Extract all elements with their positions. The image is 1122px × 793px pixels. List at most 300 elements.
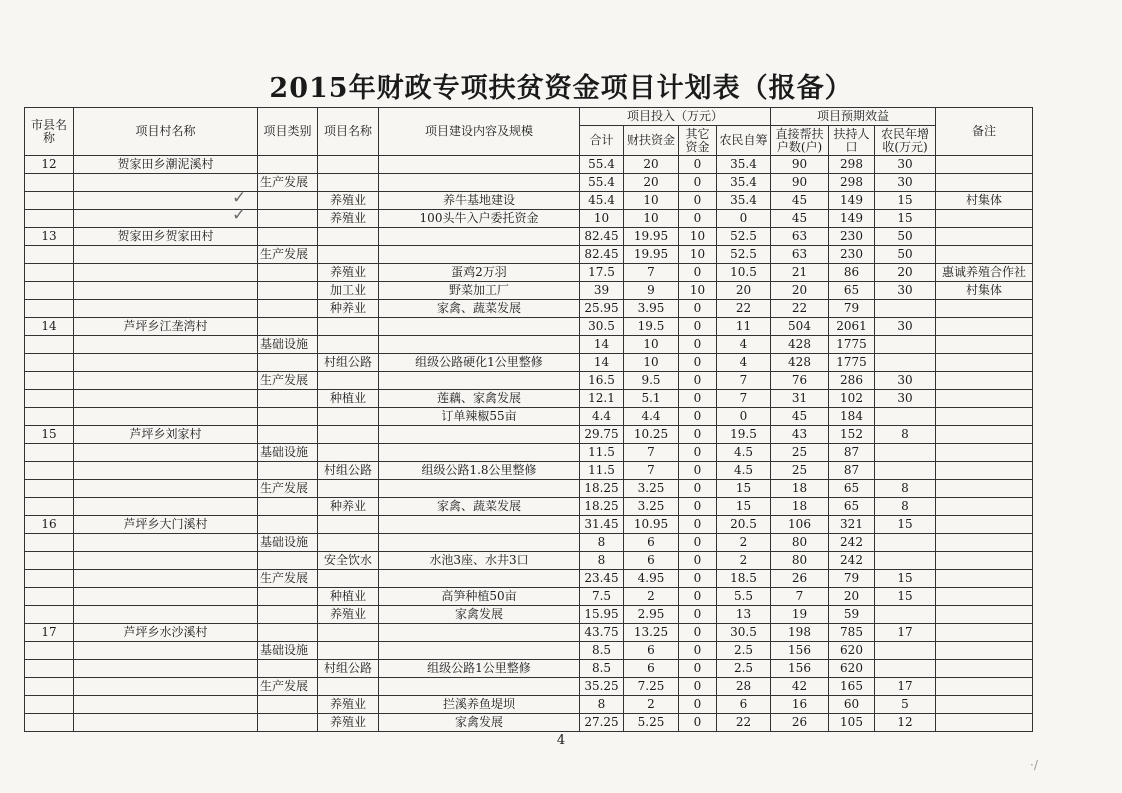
- cell-category: [258, 408, 318, 426]
- cell-population: 65: [829, 282, 875, 300]
- cell-village: [74, 498, 258, 516]
- cell-population: 60: [829, 696, 875, 714]
- cell-no: [25, 498, 74, 516]
- cell-farmer: 20: [717, 282, 771, 300]
- cell-other: 0: [679, 408, 717, 426]
- cell-name: [318, 480, 379, 498]
- cell-category: [258, 498, 318, 516]
- cell-content: [379, 516, 580, 534]
- cell-population: 298: [829, 156, 875, 174]
- cell-remarks: [936, 246, 1033, 264]
- table-row: [25, 714, 1033, 732]
- cell-content: 蛋鸡2万羽: [379, 264, 580, 282]
- cell-remarks: [936, 696, 1033, 714]
- cell-farmer: 4.5: [717, 444, 771, 462]
- cell-fiscal: 3.25: [624, 480, 679, 498]
- cell-population: 87: [829, 462, 875, 480]
- cell-households: 43: [771, 426, 829, 444]
- cell-total: 35.25: [580, 678, 624, 696]
- table-row: [25, 156, 1033, 174]
- cell-income: [875, 552, 936, 570]
- table-row: [25, 282, 1033, 300]
- cell-category: [258, 552, 318, 570]
- cell-no: [25, 642, 74, 660]
- cell-income: [875, 642, 936, 660]
- funding-plan-table: [24, 107, 1033, 732]
- cell-content: 家禽、蔬菜发展: [379, 498, 580, 516]
- cell-total: 14: [580, 354, 624, 372]
- cell-fiscal: 7: [624, 444, 679, 462]
- cell-total: 31.45: [580, 516, 624, 534]
- cell-no: [25, 660, 74, 678]
- cell-category: 生产发展: [258, 480, 318, 498]
- cell-name: [318, 426, 379, 444]
- cell-remarks: [936, 354, 1033, 372]
- cell-income: 15: [875, 192, 936, 210]
- cell-content: [379, 426, 580, 444]
- cell-total: 7.5: [580, 588, 624, 606]
- cell-remarks: [936, 408, 1033, 426]
- cell-population: 152: [829, 426, 875, 444]
- cell-total: 11.5: [580, 462, 624, 480]
- cell-households: 76: [771, 372, 829, 390]
- cell-other: 0: [679, 588, 717, 606]
- cell-total: 12.1: [580, 390, 624, 408]
- cell-name: 村组公路: [318, 660, 379, 678]
- cell-no: [25, 336, 74, 354]
- cell-name: 养殖业: [318, 264, 379, 282]
- header-fiscal: 财扶资金: [624, 126, 679, 156]
- cell-content: [379, 336, 580, 354]
- cell-name: [318, 318, 379, 336]
- cell-total: 8: [580, 552, 624, 570]
- cell-population: 165: [829, 678, 875, 696]
- cell-remarks: [936, 444, 1033, 462]
- cell-category: [258, 300, 318, 318]
- cell-households: 504: [771, 318, 829, 336]
- cell-village: 贺家田乡潮泥溪村: [74, 156, 258, 174]
- cell-fiscal: 7.25: [624, 678, 679, 696]
- cell-population: 87: [829, 444, 875, 462]
- cell-name: [318, 444, 379, 462]
- cell-households: 90: [771, 156, 829, 174]
- table-row: [25, 696, 1033, 714]
- cell-village: [74, 282, 258, 300]
- cell-no: [25, 174, 74, 192]
- cell-content: 养牛基地建设: [379, 192, 580, 210]
- cell-name: [318, 336, 379, 354]
- cell-farmer: 4: [717, 354, 771, 372]
- cell-income: 15: [875, 588, 936, 606]
- cell-households: 16: [771, 696, 829, 714]
- cell-village: [74, 264, 258, 282]
- table-row: [25, 444, 1033, 462]
- cell-fiscal: 5.1: [624, 390, 679, 408]
- cell-households: 31: [771, 390, 829, 408]
- cell-village: [74, 390, 258, 408]
- cell-population: 79: [829, 300, 875, 318]
- cell-category: [258, 228, 318, 246]
- cell-fiscal: 5.25: [624, 714, 679, 732]
- cell-other: 0: [679, 210, 717, 228]
- cell-population: 86: [829, 264, 875, 282]
- cell-no: [25, 444, 74, 462]
- cell-population: 149: [829, 192, 875, 210]
- cell-income: 30: [875, 156, 936, 174]
- cell-name: [318, 534, 379, 552]
- cell-income: 12: [875, 714, 936, 732]
- cell-name: 种养业: [318, 300, 379, 318]
- cell-remarks: [936, 624, 1033, 642]
- cell-village: [74, 174, 258, 192]
- cell-content: 莲藕、家禽发展: [379, 390, 580, 408]
- cell-farmer: 20.5: [717, 516, 771, 534]
- cell-population: 230: [829, 246, 875, 264]
- cell-farmer: 52.5: [717, 246, 771, 264]
- cell-name: [318, 246, 379, 264]
- cell-total: 4.4: [580, 408, 624, 426]
- cell-village: [74, 192, 258, 210]
- cell-total: 8: [580, 534, 624, 552]
- cell-households: 22: [771, 300, 829, 318]
- cell-population: 298: [829, 174, 875, 192]
- cell-remarks: [936, 660, 1033, 678]
- cell-households: 25: [771, 444, 829, 462]
- cell-name: 村组公路: [318, 462, 379, 480]
- cell-total: 10: [580, 210, 624, 228]
- cell-village: [74, 642, 258, 660]
- cell-name: 安全饮水: [318, 552, 379, 570]
- cell-population: 102: [829, 390, 875, 408]
- cell-households: 45: [771, 210, 829, 228]
- cell-name: [318, 228, 379, 246]
- cell-fiscal: 3.25: [624, 498, 679, 516]
- cell-category: [258, 354, 318, 372]
- cell-remarks: [936, 174, 1033, 192]
- cell-total: 30.5: [580, 318, 624, 336]
- cell-income: [875, 534, 936, 552]
- cell-village: 芦坪乡刘家村: [74, 426, 258, 444]
- table-row: [25, 552, 1033, 570]
- cell-remarks: [936, 606, 1033, 624]
- cell-other: 0: [679, 480, 717, 498]
- cell-income: 20: [875, 264, 936, 282]
- cell-category: 基础设施: [258, 534, 318, 552]
- header-benefit-group: 项目预期效益: [771, 108, 936, 126]
- cell-households: 18: [771, 480, 829, 498]
- page-title: 2015年财政专项扶贫资金项目计划表（报备）: [269, 73, 853, 104]
- cell-fiscal: 6: [624, 660, 679, 678]
- cell-fiscal: 10: [624, 192, 679, 210]
- cell-category: 生产发展: [258, 174, 318, 192]
- cell-income: 17: [875, 678, 936, 696]
- cell-population: 1775: [829, 336, 875, 354]
- cell-other: 0: [679, 534, 717, 552]
- cell-no: 14: [25, 318, 74, 336]
- cell-remarks: [936, 462, 1033, 480]
- cell-farmer: 0: [717, 408, 771, 426]
- table-row: [25, 318, 1033, 336]
- cell-category: [258, 606, 318, 624]
- table-row: [25, 462, 1033, 480]
- cell-households: 106: [771, 516, 829, 534]
- cell-income: [875, 354, 936, 372]
- cell-other: 0: [679, 444, 717, 462]
- table-row: [25, 642, 1033, 660]
- cell-income: 30: [875, 372, 936, 390]
- cell-content: [379, 246, 580, 264]
- table-row: [25, 210, 1033, 228]
- cell-remarks: [936, 318, 1033, 336]
- cell-farmer: 2: [717, 552, 771, 570]
- cell-category: [258, 426, 318, 444]
- cell-other: 0: [679, 318, 717, 336]
- cell-other: 0: [679, 156, 717, 174]
- cell-farmer: 35.4: [717, 192, 771, 210]
- cell-households: 18: [771, 498, 829, 516]
- table-row: [25, 516, 1033, 534]
- cell-total: 14: [580, 336, 624, 354]
- cell-no: 12: [25, 156, 74, 174]
- cell-remarks: 村集体: [936, 192, 1033, 210]
- cell-income: [875, 462, 936, 480]
- cell-name: 养殖业: [318, 696, 379, 714]
- cell-total: 43.75: [580, 624, 624, 642]
- cell-total: 17.5: [580, 264, 624, 282]
- cell-farmer: 18.5: [717, 570, 771, 588]
- header-remarks: 备注: [936, 108, 1033, 156]
- table-row: [25, 174, 1033, 192]
- cell-other: 0: [679, 696, 717, 714]
- cell-fiscal: 10.25: [624, 426, 679, 444]
- cell-total: 82.45: [580, 246, 624, 264]
- table-row: [25, 372, 1033, 390]
- cell-income: 17: [875, 624, 936, 642]
- cell-total: 8.5: [580, 642, 624, 660]
- cell-content: [379, 318, 580, 336]
- cell-remarks: [936, 228, 1033, 246]
- cell-farmer: 0: [717, 210, 771, 228]
- table-row: [25, 300, 1033, 318]
- cell-no: [25, 408, 74, 426]
- cell-income: 8: [875, 426, 936, 444]
- cell-category: [258, 696, 318, 714]
- cell-category: [258, 264, 318, 282]
- check-icon: ✓: [232, 205, 247, 225]
- cell-fiscal: 19.95: [624, 228, 679, 246]
- cell-category: 生产发展: [258, 678, 318, 696]
- cell-content: 100头牛入户委托资金: [379, 210, 580, 228]
- cell-income: 30: [875, 282, 936, 300]
- table-row: [25, 192, 1033, 210]
- cell-population: 286: [829, 372, 875, 390]
- cell-total: 45.4: [580, 192, 624, 210]
- cell-village: [74, 246, 258, 264]
- cell-name: 种植业: [318, 588, 379, 606]
- cell-content: [379, 534, 580, 552]
- header-other: 其它资金: [679, 126, 717, 156]
- cell-no: [25, 552, 74, 570]
- header-income: 农民年增收(万元): [875, 126, 936, 156]
- cell-village: [74, 588, 258, 606]
- cell-income: 15: [875, 210, 936, 228]
- cell-other: 0: [679, 372, 717, 390]
- cell-category: [258, 210, 318, 228]
- cell-farmer: 19.5: [717, 426, 771, 444]
- cell-population: 59: [829, 606, 875, 624]
- cell-village: [74, 678, 258, 696]
- cell-fiscal: 4.95: [624, 570, 679, 588]
- cell-village: [74, 696, 258, 714]
- cell-content: 组级公路硬化1公里整修: [379, 354, 580, 372]
- cell-households: 45: [771, 408, 829, 426]
- cell-remarks: [936, 156, 1033, 174]
- cell-remarks: [936, 210, 1033, 228]
- header-content: 项目建设内容及规模: [379, 108, 580, 156]
- cell-total: 8.5: [580, 660, 624, 678]
- cell-remarks: [936, 642, 1033, 660]
- cell-name: 养殖业: [318, 606, 379, 624]
- cell-category: [258, 390, 318, 408]
- cell-category: 基础设施: [258, 444, 318, 462]
- cell-no: 13: [25, 228, 74, 246]
- cell-remarks: [936, 426, 1033, 444]
- cell-village: [74, 210, 258, 228]
- cell-remarks: [936, 678, 1033, 696]
- cell-fiscal: 10: [624, 210, 679, 228]
- cell-remarks: [936, 390, 1033, 408]
- cell-households: 428: [771, 336, 829, 354]
- cell-village: [74, 606, 258, 624]
- cell-village: 贺家田乡贺家田村: [74, 228, 258, 246]
- cell-fiscal: 6: [624, 642, 679, 660]
- cell-households: 156: [771, 642, 829, 660]
- cell-name: 养殖业: [318, 210, 379, 228]
- cell-village: [74, 354, 258, 372]
- cell-no: [25, 372, 74, 390]
- page-number: 4: [556, 733, 566, 748]
- cell-farmer: 4: [717, 336, 771, 354]
- cell-other: 10: [679, 282, 717, 300]
- cell-content: 拦溪养鱼堤坝: [379, 696, 580, 714]
- cell-income: 30: [875, 318, 936, 336]
- cell-category: [258, 282, 318, 300]
- cell-fiscal: 3.95: [624, 300, 679, 318]
- cell-no: [25, 354, 74, 372]
- cell-total: 16.5: [580, 372, 624, 390]
- header-farmer: 农民自筹: [717, 126, 771, 156]
- cell-no: [25, 282, 74, 300]
- cell-fiscal: 20: [624, 174, 679, 192]
- cell-remarks: [936, 498, 1033, 516]
- cell-income: [875, 300, 936, 318]
- cell-remarks: 惠诚养殖合作社: [936, 264, 1033, 282]
- cell-income: [875, 408, 936, 426]
- cell-village: [74, 372, 258, 390]
- cell-name: 种养业: [318, 498, 379, 516]
- cell-remarks: [936, 714, 1033, 732]
- cell-population: 65: [829, 480, 875, 498]
- cell-farmer: 10.5: [717, 264, 771, 282]
- cell-total: 82.45: [580, 228, 624, 246]
- cell-farmer: 28: [717, 678, 771, 696]
- cell-farmer: 52.5: [717, 228, 771, 246]
- cell-no: [25, 300, 74, 318]
- cell-category: 生产发展: [258, 570, 318, 588]
- cell-category: [258, 192, 318, 210]
- cell-population: 79: [829, 570, 875, 588]
- table-row: [25, 660, 1033, 678]
- cell-village: [74, 336, 258, 354]
- cell-total: 27.25: [580, 714, 624, 732]
- cell-fiscal: 4.4: [624, 408, 679, 426]
- cell-content: 组级公路1.8公里整修: [379, 462, 580, 480]
- cell-fiscal: 2: [624, 588, 679, 606]
- cell-population: 321: [829, 516, 875, 534]
- cell-households: 25: [771, 462, 829, 480]
- cell-population: 149: [829, 210, 875, 228]
- table-row: [25, 246, 1033, 264]
- cell-farmer: 30.5: [717, 624, 771, 642]
- cell-farmer: 2.5: [717, 660, 771, 678]
- cell-no: [25, 480, 74, 498]
- cell-content: 家禽发展: [379, 714, 580, 732]
- cell-content: 家禽发展: [379, 606, 580, 624]
- cell-income: [875, 336, 936, 354]
- table-row: [25, 228, 1033, 246]
- cell-households: 7: [771, 588, 829, 606]
- cell-name: [318, 408, 379, 426]
- cell-total: 39: [580, 282, 624, 300]
- table-row: [25, 426, 1033, 444]
- cell-remarks: 村集体: [936, 282, 1033, 300]
- check-icon: ✓: [232, 188, 247, 208]
- cell-content: [379, 624, 580, 642]
- cell-other: 0: [679, 336, 717, 354]
- cell-farmer: 2: [717, 534, 771, 552]
- cell-no: [25, 462, 74, 480]
- cell-other: 0: [679, 570, 717, 588]
- cell-remarks: [936, 300, 1033, 318]
- cell-income: [875, 660, 936, 678]
- cell-remarks: [936, 552, 1033, 570]
- cell-other: 0: [679, 426, 717, 444]
- header-investment-group: 项目投入（万元）: [580, 108, 771, 126]
- cell-households: 156: [771, 660, 829, 678]
- scan-mark: ·/: [1030, 758, 1038, 772]
- cell-category: 生产发展: [258, 372, 318, 390]
- cell-fiscal: 2.95: [624, 606, 679, 624]
- cell-households: 42: [771, 678, 829, 696]
- cell-income: 50: [875, 246, 936, 264]
- cell-total: 55.4: [580, 174, 624, 192]
- cell-fiscal: 9.5: [624, 372, 679, 390]
- cell-total: 15.95: [580, 606, 624, 624]
- cell-village: [74, 534, 258, 552]
- cell-farmer: 35.4: [717, 174, 771, 192]
- cell-fiscal: 6: [624, 552, 679, 570]
- cell-total: 11.5: [580, 444, 624, 462]
- table-row: [25, 534, 1033, 552]
- cell-other: 0: [679, 660, 717, 678]
- header-population: 扶持人口: [829, 126, 875, 156]
- cell-population: 242: [829, 552, 875, 570]
- cell-category: 生产发展: [258, 246, 318, 264]
- cell-name: [318, 570, 379, 588]
- cell-population: 105: [829, 714, 875, 732]
- cell-no: [25, 696, 74, 714]
- cell-content: 组级公路1公里整修: [379, 660, 580, 678]
